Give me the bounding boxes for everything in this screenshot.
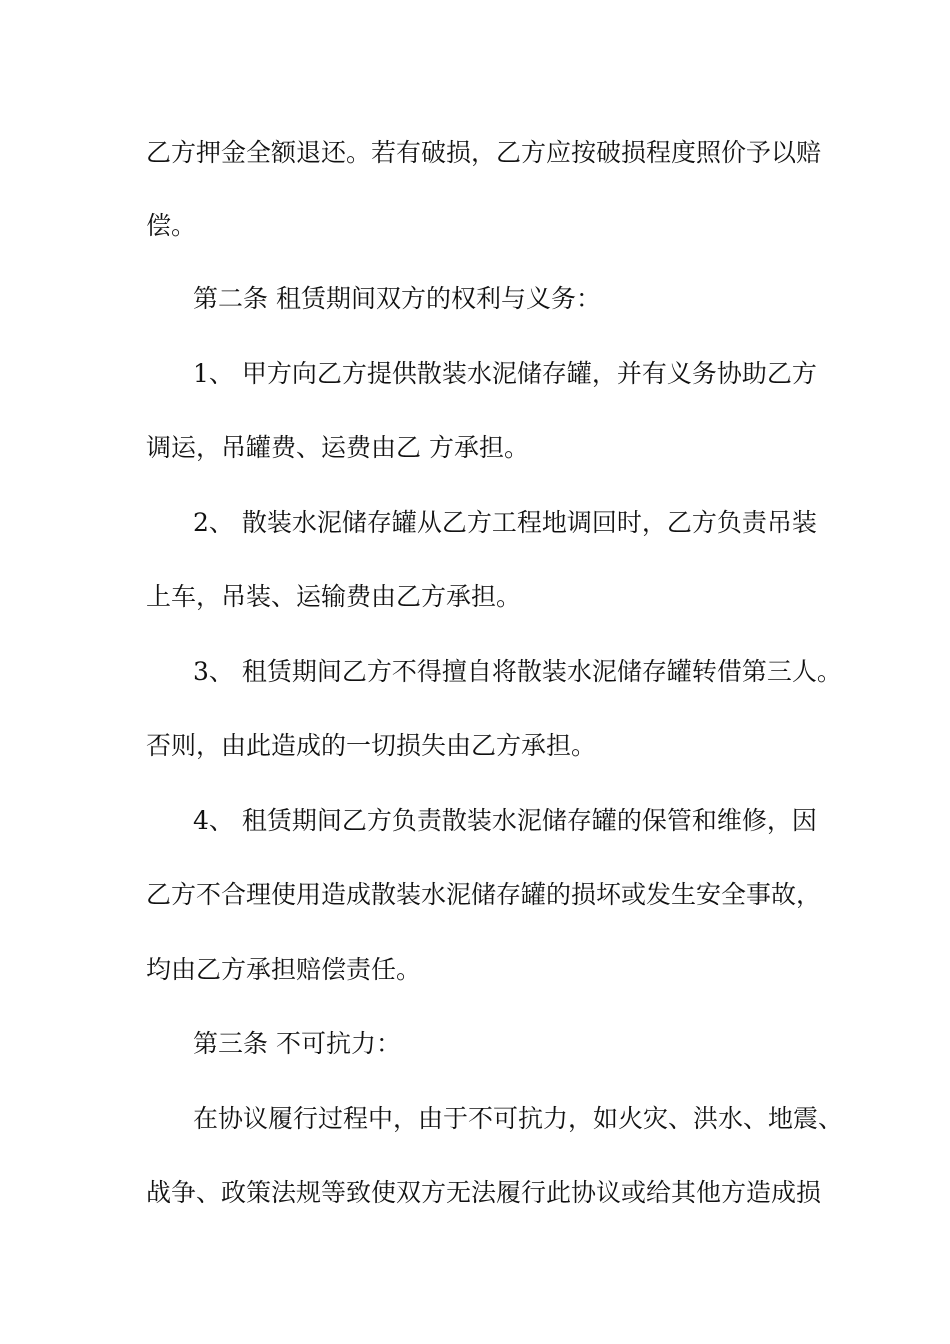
clause-3-line: 3、 租赁期间乙方不得擅自将散装水泥储存罐转借第三人。	[193, 657, 842, 686]
force-majeure-line: 在协议履行过程中，由于不可抗力，如火灾、洪水、地震、	[193, 1104, 844, 1133]
force-majeure-line: 战争、政策法规等致使双方无法履行此协议或给其他方造成损	[146, 1178, 822, 1207]
article-heading-3: 第三条 不可抗力：	[193, 1029, 401, 1058]
clause-4-line: 均由乙方承担赔偿责任。	[146, 955, 422, 984]
article-heading-2: 第二条 租赁期间双方的权利与义务：	[193, 284, 601, 313]
clause-4-line: 乙方不合理使用造成散装水泥储存罐的损坏或发生安全事故，	[146, 880, 822, 909]
clause-3-line: 否则，由此造成的一切损失由乙方承担。	[146, 731, 597, 760]
clause-4-line: 4、 租赁期间乙方负责散装水泥储存罐的保管和维修，因	[193, 806, 817, 835]
body-line: 乙方押金全额退还。若有破损，乙方应按破损程度照价予以赔	[146, 138, 822, 167]
clause-2-line: 上车，吊装、运输费由乙方承担。	[146, 582, 522, 611]
clause-1-line: 调运，吊罐费、运费由乙 方承担。	[146, 433, 529, 462]
clause-1-line: 1、 甲方向乙方提供散装水泥储存罐，并有义务协助乙方	[193, 359, 817, 388]
clause-2-line: 2、 散装水泥储存罐从乙方工程地调回时，乙方负责吊装	[193, 508, 817, 537]
body-line: 偿。	[146, 211, 197, 240]
